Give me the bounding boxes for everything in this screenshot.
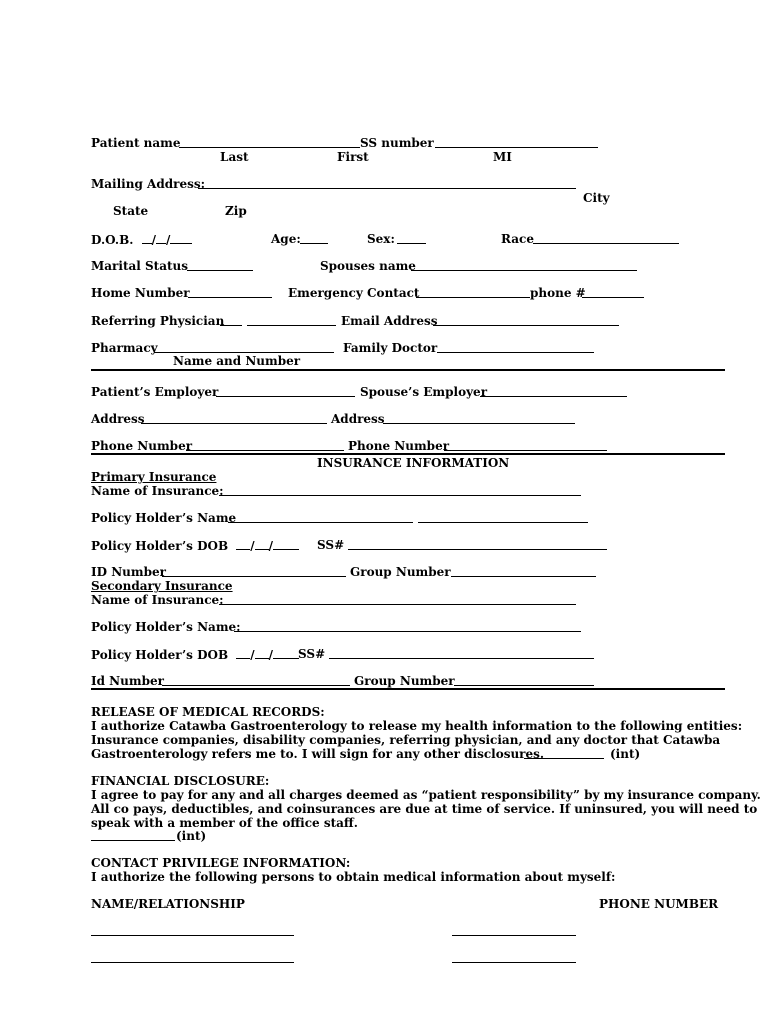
sex-field[interactable] — [397, 243, 426, 244]
family-doctor-field[interactable] — [437, 352, 594, 353]
email-address-field[interactable] — [433, 325, 619, 326]
employer-address-label: Address — [91, 412, 145, 426]
primary-group-field[interactable] — [451, 576, 596, 577]
emergency-phone-label: phone # — [530, 286, 586, 300]
financial-initials-field[interactable] — [91, 840, 175, 841]
release-initials-field[interactable] — [524, 758, 604, 759]
secondary-ss-field[interactable] — [329, 658, 594, 659]
dob-field[interactable]: D.O.B. / / — [91, 232, 192, 247]
section-divider — [91, 369, 725, 371]
marital-status-label: Marital Status — [91, 259, 189, 273]
patient-employer-label: Patient’s Employer — [91, 385, 219, 399]
primary-insurance-name-label: Name of Insurance: — [91, 484, 224, 498]
employer-phone-label: Phone Number — [91, 439, 193, 453]
contact-name-field-2[interactable] — [91, 962, 294, 963]
financial-line-1: I agree to pay for any and all charges deemed as “patient responsibility” by my insurance company. — [91, 788, 761, 802]
pharmacy-label: Pharmacy — [91, 341, 158, 355]
secondary-insurance-name-label: Name of Insurance: — [91, 593, 224, 607]
age-field[interactable] — [300, 243, 328, 244]
spouse-employer-field[interactable] — [480, 396, 627, 397]
section-divider — [91, 453, 725, 455]
section-divider — [91, 688, 725, 690]
primary-holder-name-field[interactable] — [228, 522, 413, 523]
mailing-address-label: Mailing Address: — [91, 177, 206, 191]
ss-number-label: SS number — [360, 136, 434, 150]
emergency-phone-field[interactable] — [582, 297, 644, 298]
pharmacy-field[interactable] — [154, 352, 334, 353]
referring-physician-field-a[interactable] — [220, 325, 242, 326]
secondary-insurance-name-field[interactable] — [219, 604, 576, 605]
primary-insurance-name-field[interactable] — [219, 495, 581, 496]
financial-line-3: speak with a member of the office staff. — [91, 816, 358, 830]
primary-holder-dob-field[interactable]: Policy Holder’s DOB / / — [91, 538, 299, 553]
secondary-group-field[interactable] — [454, 685, 594, 686]
secondary-group-label: Group Number — [354, 674, 455, 688]
secondary-holder-dob-field[interactable]: Policy Holder’s DOB / / — [91, 647, 299, 662]
spouse-employer-address-label: Address — [331, 412, 385, 426]
spouse-employer-address-field[interactable] — [383, 423, 575, 424]
secondary-holder-name-field[interactable] — [234, 631, 581, 632]
phone-number-column: PHONE NUMBER — [599, 897, 719, 911]
primary-insurance-title: Primary Insurance — [91, 470, 217, 484]
insurance-heading: INSURANCE INFORMATION — [317, 456, 510, 470]
age-label: Age: — [271, 232, 301, 246]
family-doctor-label: Family Doctor — [343, 341, 438, 355]
contact-line-1: I authorize the following persons to obtain medical information about myself: — [91, 870, 616, 884]
home-number-field[interactable] — [188, 297, 272, 298]
primary-holder-dob-label: Policy Holder’s DOB — [91, 539, 229, 553]
patient-name-label: Patient name — [91, 136, 181, 150]
release-int-label: (int) — [610, 747, 641, 761]
name-and-number-sublabel: Name and Number — [173, 354, 301, 368]
contact-name-field-1[interactable] — [91, 935, 294, 936]
contact-phone-field-2[interactable] — [452, 962, 576, 963]
secondary-holder-name-label: Policy Holder’s Name: — [91, 620, 241, 634]
secondary-holder-dob-label: Policy Holder’s DOB — [91, 648, 229, 662]
financial-line-2: All co pays, deductibles, and coinsurances are due at time of service. If uninsured, you will need to — [91, 802, 758, 816]
ss-number-field[interactable] — [435, 147, 598, 148]
financial-int-label: (int) — [176, 829, 207, 843]
referring-physician-field-b[interactable] — [247, 325, 336, 326]
release-line-2: Insurance companies, disability companies, referring physician, and any doctor that Catawba — [91, 733, 721, 747]
email-address-label: Email Address — [341, 314, 438, 328]
primary-id-label: ID Number — [91, 565, 166, 579]
name-relationship-column: NAME/RELATIONSHIP — [91, 897, 245, 911]
emergency-contact-label: Emergency Contact — [288, 286, 420, 300]
patient-employer-field[interactable] — [216, 396, 355, 397]
last-sublabel: Last — [220, 150, 249, 164]
zip-sublabel: Zip — [225, 204, 247, 218]
first-sublabel: First — [337, 150, 369, 164]
spouse-employer-label: Spouse’s Employer — [360, 385, 488, 399]
race-label: Race — [501, 232, 534, 246]
secondary-ss-label: SS# — [298, 647, 326, 661]
spouses-name-field[interactable] — [411, 270, 637, 271]
dob-label: D.O.B. — [91, 233, 134, 247]
primary-group-label: Group Number — [350, 565, 451, 579]
mailing-address-field[interactable] — [198, 188, 576, 189]
secondary-insurance-title: Secondary Insurance — [91, 579, 233, 593]
race-field[interactable] — [533, 243, 679, 244]
sex-label: Sex: — [367, 232, 395, 246]
spouse-employer-phone-field[interactable] — [444, 450, 607, 451]
primary-ss-field[interactable] — [348, 549, 607, 550]
release-line-1: I authorize Catawba Gastroenterology to release my health information to the following entities: — [91, 719, 743, 733]
city-sublabel: City — [583, 191, 610, 205]
contact-phone-field-1[interactable] — [452, 935, 576, 936]
patient-name-field[interactable] — [179, 147, 360, 148]
employer-phone-field[interactable] — [186, 450, 344, 451]
home-number-label: Home Number — [91, 286, 190, 300]
secondary-id-label: Id Number — [91, 674, 164, 688]
spouse-employer-phone-label: Phone Number — [348, 439, 450, 453]
release-heading: RELEASE OF MEDICAL RECORDS: — [91, 705, 325, 719]
employer-address-field[interactable] — [141, 423, 327, 424]
secondary-id-field[interactable] — [162, 685, 350, 686]
primary-ss-label: SS# — [317, 538, 345, 552]
mi-sublabel: MI — [493, 150, 512, 164]
primary-id-field[interactable] — [162, 576, 346, 577]
referring-physician-label: Referring Physician — [91, 314, 225, 328]
financial-heading: FINANCIAL DISCLOSURE: — [91, 774, 270, 788]
state-sublabel: State — [113, 204, 149, 218]
release-line-3: Gastroenterology refers me to. I will sign for any other disclosures. — [91, 747, 545, 761]
primary-holder-name-label: Policy Holder’s Name — [91, 511, 237, 525]
contact-heading: CONTACT PRIVILEGE INFORMATION: — [91, 856, 351, 870]
emergency-contact-field[interactable] — [416, 297, 530, 298]
marital-status-field[interactable] — [187, 270, 253, 271]
primary-holder-name-field-b[interactable] — [418, 522, 588, 523]
spouses-name-label: Spouses name — [320, 259, 416, 273]
